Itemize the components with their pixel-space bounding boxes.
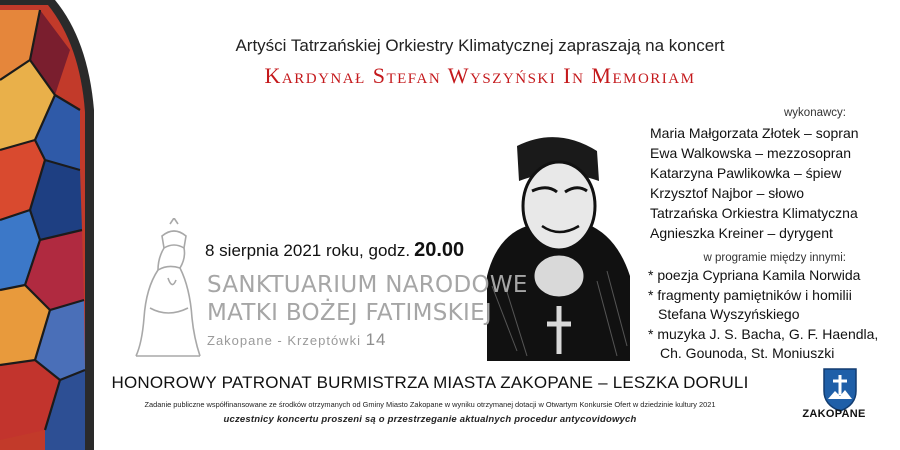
performers-heading: wykonawcy: (784, 107, 846, 119)
program-item: Stefana Wyszyńskiego (658, 306, 800, 322)
concert-title: Kardynał Stefan Wyszyński In Memoriam (264, 63, 696, 88)
fatima-statue-icon (128, 218, 206, 358)
address-text: Zakopane - Krzeptówki (207, 333, 361, 348)
program-heading: w programie między innymi: (703, 252, 846, 264)
program-item: * muzyka J. S. Bacha, G. F. Haendla, (648, 325, 879, 342)
performer-item: Krzysztof Najbor – słowo (650, 185, 805, 201)
funding-note: Zadanie publiczne współfinansowane ze środków otrzymanych od Gminy Miasto Zakopane w wyniku otrzymanej dotacji w Otwartym Konkursie Ofert w dziedzinie kultury 2021 (144, 400, 716, 409)
performers-list (650, 123, 880, 243)
cardinal-portrait-image (487, 126, 630, 361)
performer-item: Tatrzańska Orkiestra Klimatyczna (650, 205, 858, 221)
venue-line-1: SANKTUARIUM NARODOWE (207, 272, 528, 298)
program-item: * poezja Cypriana Kamila Norwida (648, 267, 861, 283)
event-date-text: 8 sierpnia 2021 roku, godz. (205, 241, 411, 260)
performer-item: Ewa Walkowska – mezzosopran (650, 145, 852, 161)
stained-glass-window-image (0, 0, 100, 450)
covid-notice: uczestnicy koncertu proszeni są o przestrzeganie aktualnych procedur antycovidowych (223, 414, 637, 425)
performer-item: Katarzyna Pawlikowka – śpiew (650, 165, 842, 181)
performer-item: Maria Małgorzata Złotek – sopran (650, 125, 859, 141)
program-list (648, 266, 888, 364)
event-date (205, 239, 464, 262)
performer-item: Agnieszka Kreiner – dyrygent (650, 225, 833, 241)
program-item: * fragmenty pamiętników i homilii (648, 286, 852, 303)
event-hour: 20.00 (414, 239, 465, 261)
venue-line-2: MATKI BOŻEJ FATIMSKIEJ (207, 300, 493, 326)
zakopane-coat-of-arms-icon (816, 365, 864, 413)
address-number: 14 (365, 330, 387, 349)
venue-address (207, 330, 387, 350)
program-item: Ch. Gounoda, St. Moniuszki (660, 345, 835, 361)
patronage-text: HONOROWY PATRONAT BURMISTRZA MIASTA ZAKOPANE – LESZKA DORULI (111, 373, 749, 392)
intro-text: Artyści Tatrzańskiej Orkiestry Klimatycznej zapraszają na koncert (235, 36, 725, 55)
city-logo-text: ZAKOPANE (802, 408, 866, 420)
